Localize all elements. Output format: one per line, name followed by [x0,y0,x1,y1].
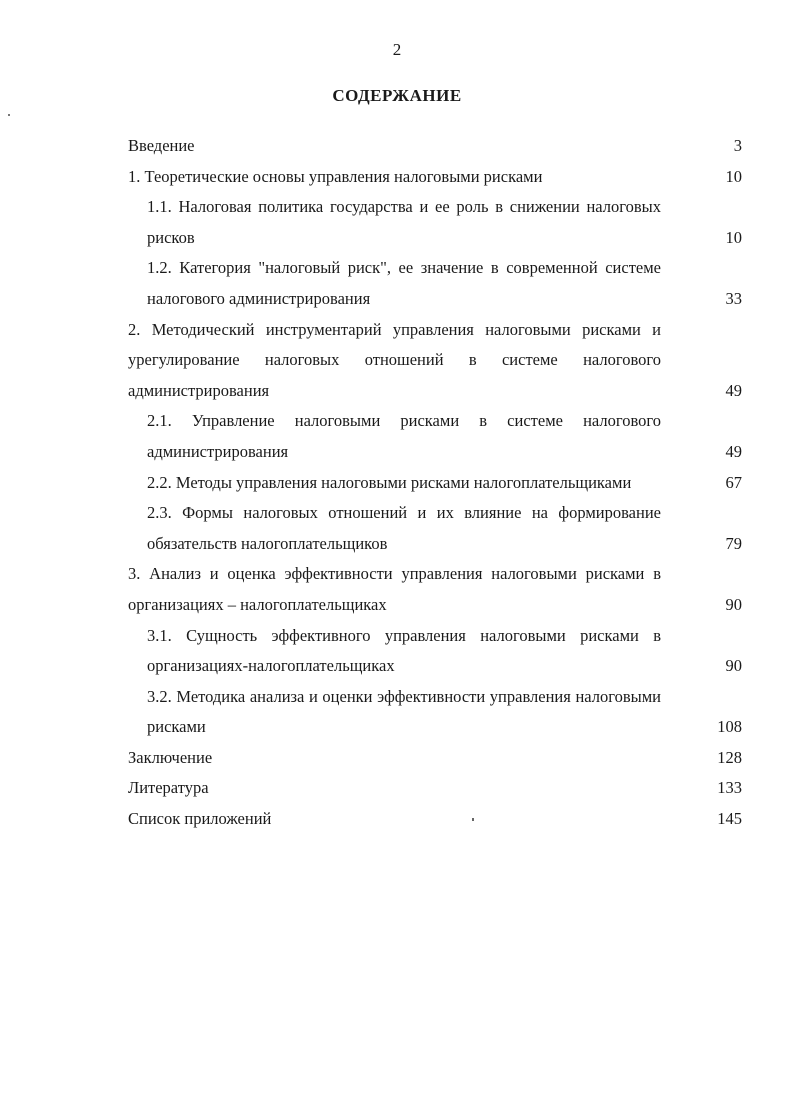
toc-entry-page: 67 [725,472,742,492]
toc-entry-chapter-2 [128,315,742,407]
page-number: 2 [392,40,402,59]
toc-entry-section-2-1 [147,406,742,467]
toc-entry-text: 3.1. Сущность эффективного управления налоговыми рисками в организациях-налогоплательщиках [147,625,661,676]
toc-entry-text: 1. Теоретические основы управления налоговыми рисками [128,166,543,186]
toc-entry-chapter-3 [128,559,742,620]
toc-entry-text: 2.1. Управление налоговыми рисками в системе налогового администрирования [147,411,661,461]
toc-entry-page: 133 [717,778,742,798]
toc-entry-page: 79 [725,533,742,553]
toc-entry-text: 2.3. Формы налоговых отношений и их влияние на формирование обязательств налогоплательщиков [147,503,661,553]
toc-entry-page: 3 [733,136,742,155]
toc-entry-text: Заключение [128,747,213,767]
toc-entry-section-2-3 [147,498,742,559]
toc-entry-page: 90 [725,656,742,676]
toc-entry-section-1-1 [147,192,742,253]
toc-entry-page: 108 [717,717,742,737]
toc-entry-text: 2. Методический инструментарий управления налоговыми рисками и урегулирование налоговых отношений в системе налогового администрирования [128,319,661,400]
toc-entry-page: 10 [725,227,742,247]
toc-entry-introduction [128,131,742,162]
toc-entry-text: Введение [128,136,195,155]
toc-entry-page: 33 [725,288,742,308]
toc-entry-conclusion [128,743,742,774]
toc-entry-text: 2.2. Методы управления налоговыми рисками налогоплательщиками [147,472,632,492]
toc-entry-page: 49 [725,380,742,400]
toc-entry-text: 1.1. Налоговая политика государства и ее роль в снижении налоговых рисков [147,197,661,247]
toc-entry-section-3-2 [147,682,742,743]
toc-entry-appendices [128,804,742,835]
toc-entry-literature [128,773,742,804]
toc-entry-text: 1.2. Категория "налоговый риск", ее значение в современной системе налогового администрирования [147,258,661,308]
table-of-contents [128,131,742,835]
toc-entry-text: 3.2. Методика анализа и оценки эффективности управления налоговыми рисками [147,686,661,737]
toc-entry-page: 128 [717,747,742,767]
page-title: СОДЕРЖАНИЕ [332,86,462,105]
toc-entry-page: 10 [725,166,742,186]
toc-entry-text: Список приложений [128,809,272,829]
toc-entry-section-2-2 [147,468,742,499]
toc-entry-text: Литература [128,778,209,798]
toc-entry-page: 49 [725,441,742,461]
toc-entry-chapter-1 [128,162,742,193]
toc-entry-text: 3. Анализ и оценка эффективности управления налоговыми рисками в организациях – налогоплательщиках [128,564,661,614]
toc-entry-section-1-2 [147,253,742,314]
toc-entry-section-3-1 [147,621,742,682]
toc-entry-page: 145 [717,809,742,829]
toc-entry-page: 90 [725,594,742,614]
scan-speck [8,114,10,116]
